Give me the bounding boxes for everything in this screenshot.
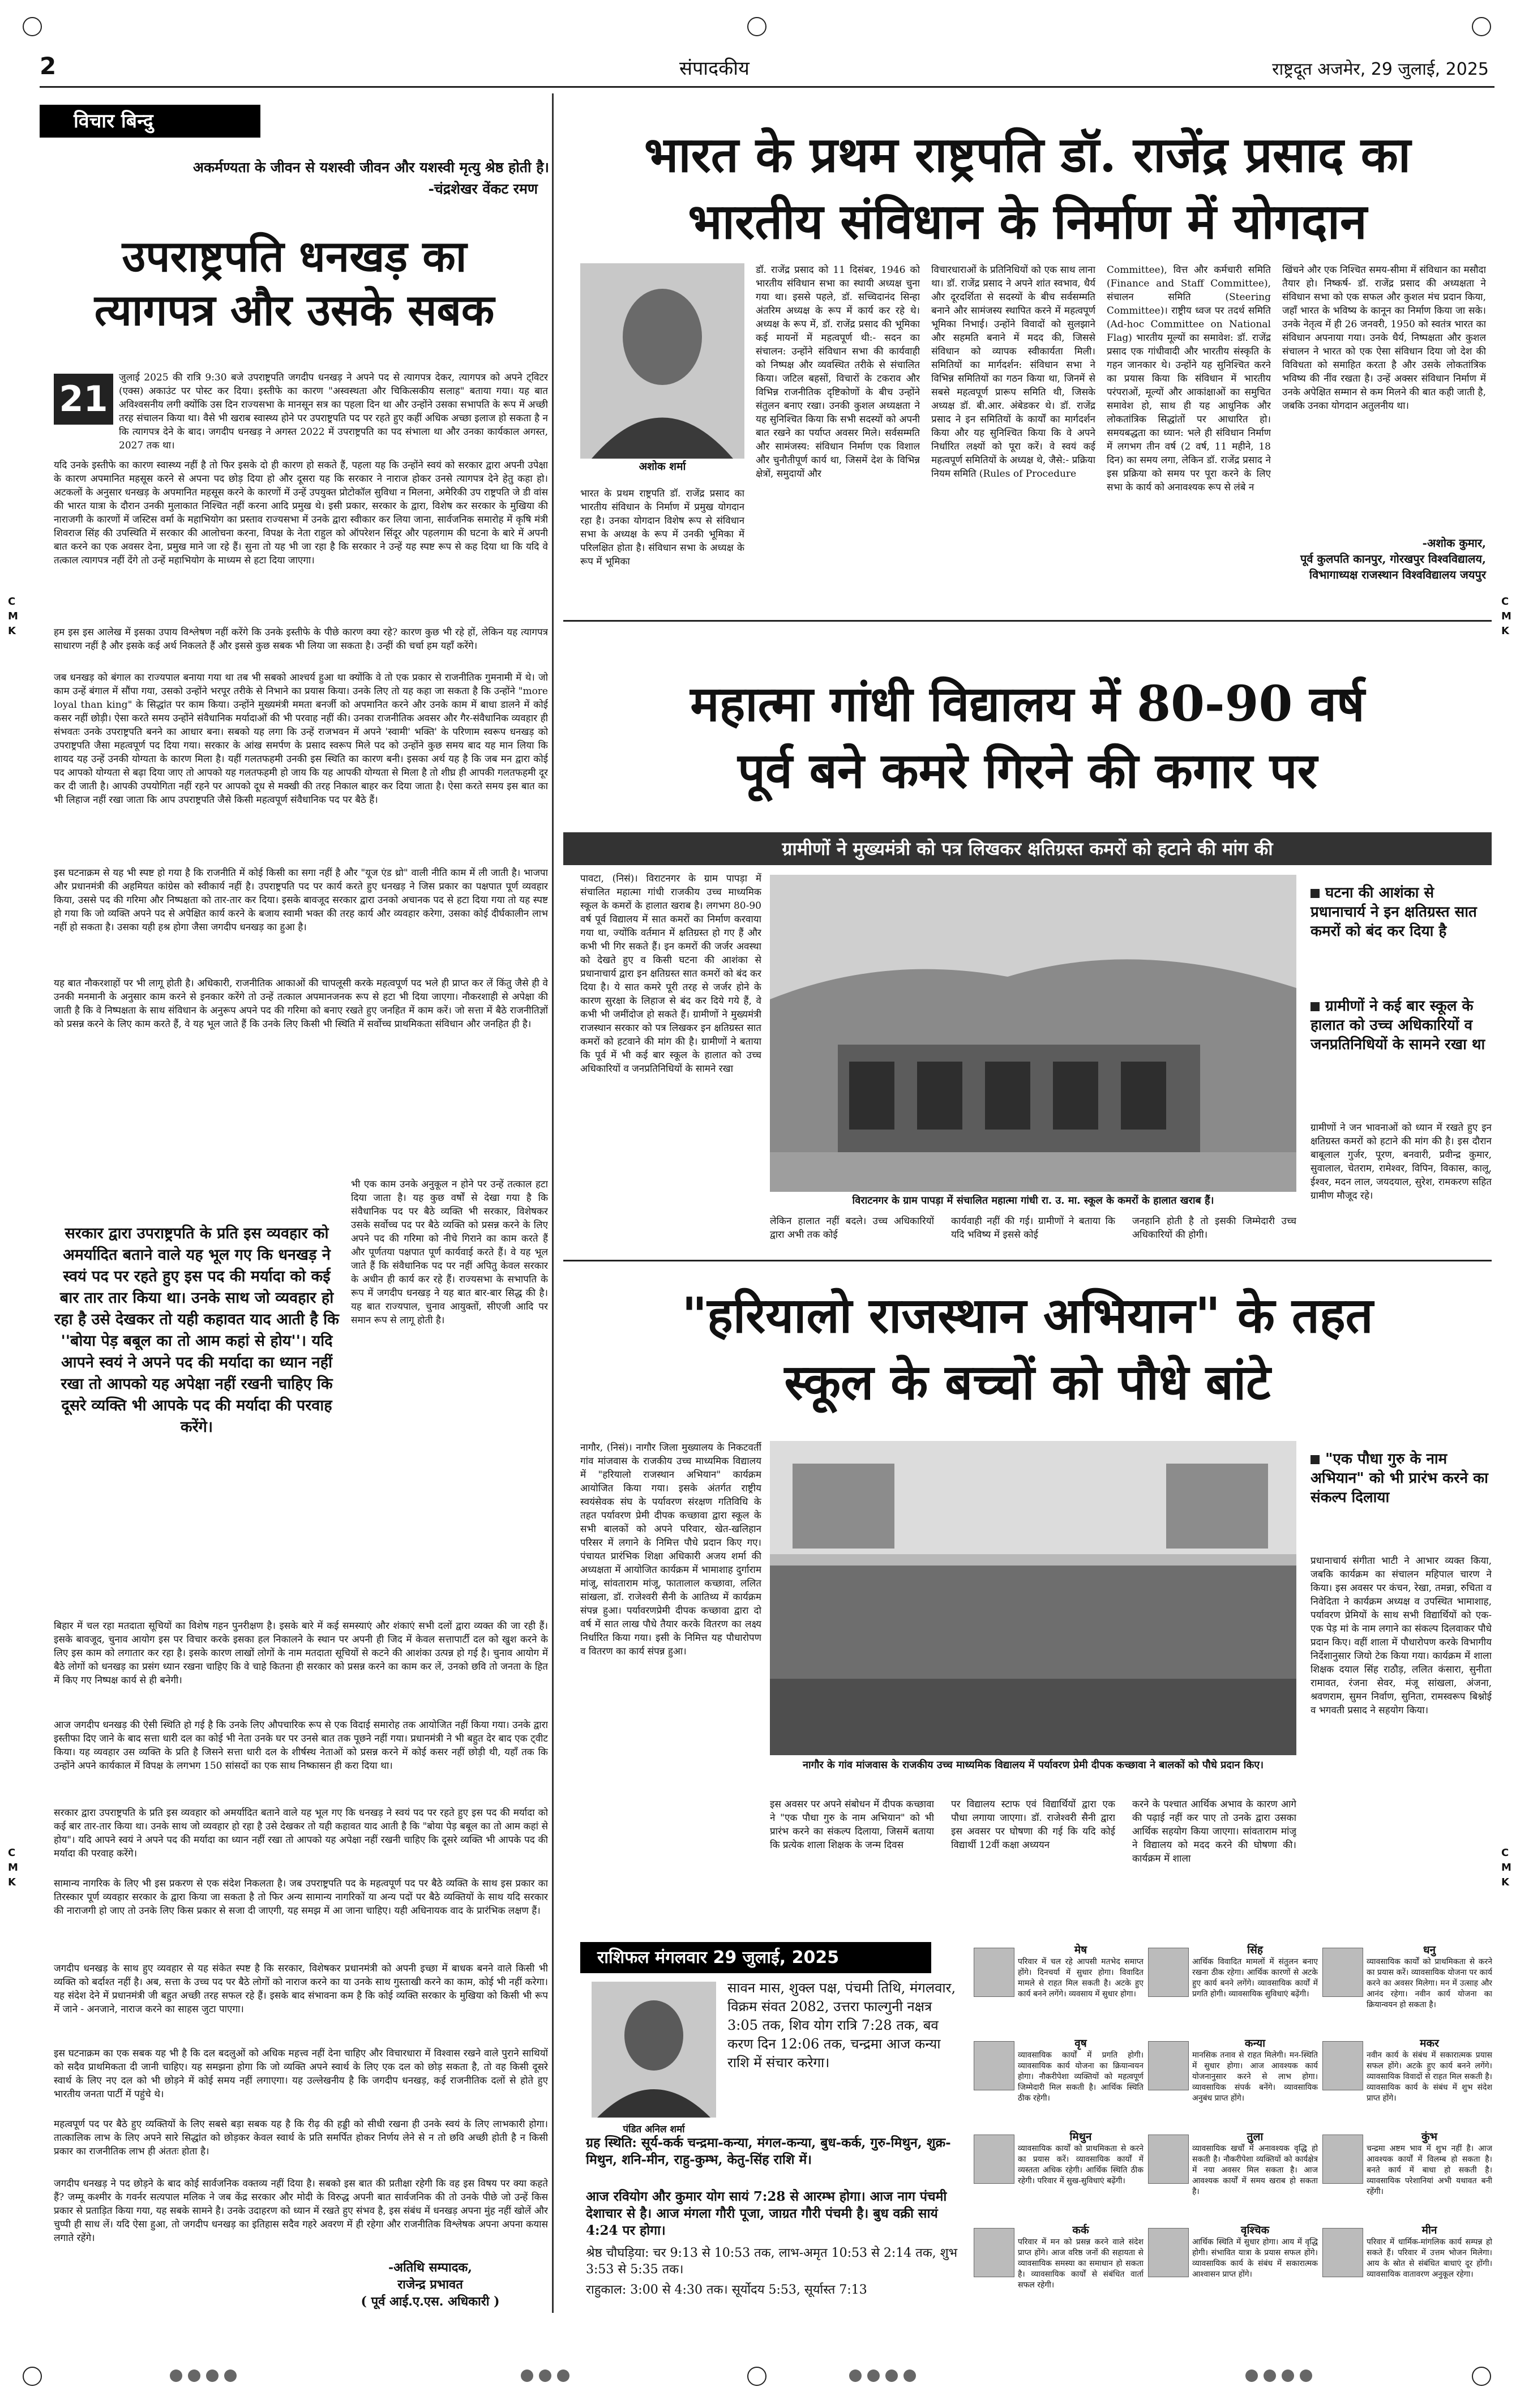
- students-photo: [770, 1441, 1296, 1755]
- article2-col1: पावटा, (निसं)। विराटनगर के ग्राम पापड़ा में संचालित महात्मा गांधी राजकीय उच्च माध्यमिक स्कूल के कमरों के हालात खराब है। लगभग 80-90 वर्ष पूर्व विद्यालय में सात कमरों का निर्माण करवाया गया था, ज्योंकि वर्तमान में क्षतिग्रस्त हो गए हैं और कभी भी गिर सकते हैं। इन कमरों की जर्जर अवस्था को देखते हुए व किसी घटना की आशंका से प्रधानाचार्य द्वारा इन क्षतिग्रस्त सात कमरों को बंद कर दिया है। ये सात कमरे पूरी तरह से जर्जर होने के कारण सुरक्षा के लिहाज से बंद कर दिये गये हैं, वे कभी भी जमींदोज हो सकते हैं। ग्रामीणों ने मुख्यमंत्री राजस्थान सरकार को पत्र लिखकर इन क्षतिग्रस्त सात कमरों को हटवाने की मांग की है। ग्रामीणों ने बताया कि पूर्व में भी कई बार स्कूल के हालात को उच्च अधिकारियों व जनप्रतिनिधियों के सामने रखा: [580, 873, 761, 1075]
- byline-org: राजेन्द्र प्रभावत: [397, 2277, 463, 2292]
- registration-mark-icon: [1472, 17, 1491, 36]
- zodiac-sign-icon: [1148, 2041, 1189, 2090]
- registration-mark-icon: [1472, 2367, 1491, 2386]
- bullet-text: "एक पौधा गुरु के नाम अभियान" को भी प्रारंभ करने का संकल्प दिलाया: [1311, 1451, 1488, 1506]
- section-name: संपादकीय: [679, 57, 750, 80]
- editorial-title-line1: उपराष्ट्रपति धनखड़ का: [122, 231, 467, 281]
- zodiac-sign-icon: [974, 2228, 1014, 2277]
- bullet-text: घटना की आशंका से प्रधानाचार्य ने इन क्षतिग्रस्त सात कमरों को बंद कर दिया है: [1311, 884, 1477, 940]
- graha-sthiti: ग्रह स्थिति: सूर्य-कर्क चन्द्रमा-कन्या, मंगल-कन्या, बुध-कर्क, गुरु-मिथुन, शुक्र-मिथुन, शनि-मीन, राहु-कुम्भ, केतु-सिंह राशि में।: [586, 2135, 951, 2167]
- editorial-para-8: बिहार में चल रहा मतदाता सूचियों का विशेष गहन पुनरीक्षण है। इसके बारे में कई समस्याएं और शंकाएं सभी दलों द्वारा व्यक्त की जा रही हैं। इसके बावजूद, चुनाव आयोग इस पर विचार करके इसका हल निकालने के स्थान पर अपनी ही जिद में केवल सत्तापार्टी दल को खुश करने के लिए इस काम को लगातार कर रहा है। इसके कारण लाखों लोगों के नाम मतदाता सूचियों से कटने की आशंका उत्पन्न हो गई है। चुनाव आयोग में बैठे लोगों को धनखड़ का प्रसंग ध्यान रखना चाहिए कि वे चाहे कितना ही सरकार को प्रसन्न करने का काम कर लें, उनको छवि तो जनता के हित में किए गए निष्पक्ष कार्य से ही बनेगी।: [54, 1620, 548, 1686]
- rashi-name: कुंभ: [1421, 2131, 1437, 2143]
- article3-under3: करने के पश्चात आर्थिक अभाव के कारण आगे की पढ़ाई नहीं कर पाए तो उनके द्वारा उसका आर्थिक सहयोग किया जाएगा। सांवताराम मांजू ने विद्यालय को मदद करने की घोषणा की। कार्यक्रम में शाला: [1132, 1799, 1296, 1864]
- dot-icon: [1245, 2369, 1258, 2382]
- rashi-cell: [1148, 1942, 1318, 2033]
- rule: [563, 620, 1492, 622]
- rashi-text: परिवार में मन को प्रसन्न करने वाले संदेश प्राप्त होंगे। आज वरिष्ठ जनों की सहायता से व्यावसायिक समस्या का समाधान हो सकता है। व्यावसायिक कार्यों से संबंधित वार्ता सफल रहेगी।: [1018, 2238, 1144, 2290]
- article2-title-line2: पूर्व बने कमरे गिरने की कगार पर: [738, 742, 1317, 799]
- article1-title-line1: भारत के प्रथम राष्ट्रपति डॉ. राजेंद्र प्रसाद का: [644, 126, 1411, 183]
- rashi-cell: [1322, 2222, 1492, 2313]
- article2-bullet2: [1311, 996, 1492, 1054]
- dot-icon: [1264, 2369, 1276, 2382]
- bullet-square-icon: [1311, 1002, 1320, 1011]
- cmk-text: C M K: [8, 596, 18, 637]
- rashi-name: वृष: [1074, 2037, 1087, 2050]
- bullet-text: ग्रामीणों ने कई बार स्कूल के हालात को उच्च अधिकारियों व जनप्रतिनिधियों के सामने रखा था: [1311, 998, 1485, 1053]
- zodiac-sign-icon: [1322, 2228, 1363, 2277]
- article2-under1: लेकिन हालात नहीं बदले। उच्च अधिकारियों द्वारा अभी तक कोई: [770, 1216, 934, 1241]
- article3-under2: पर विद्यालय स्टाफ एवं विद्यार्थियों द्वारा एक पौधा लगाया जाएगा। डॉ. राजेश्वरी सैनी द्वारा इस अवसर पर घोषणा की गई कि यदि कोई विद्यार्थी 12वीं कक्षा अध्ययन: [951, 1799, 1115, 1851]
- article3-title-line1: "हरियालो राजस्थान अभियान" के तहत: [682, 1287, 1373, 1344]
- editorial-para-2: यदि उनके इस्तीफे का कारण स्वास्थ्य नहीं है तो फिर इसके दो ही कारण हो सकते हैं, पहला यह कि उन्होंने स्वयं को सरकार द्वारा अपनी उपेक्षा के कारण अपमानित महसूस करने से अपना पद छोड़ दिया हो और दूसरा यह कि सरकार ने नाराज होकर उनसे त्यागपत्र देने हेतु कहा हो। अटकलों के अनुसार धनखड़ के अपमानित महसूस करने के कारणों में उन्हें उपयुक्त प्रोटोकॉल सुविधा न मिलना, अमेरिकी उप राष्ट्रपति जे डी वांस की भारत यात्रा के दौरान उनकी मुलाकात निश्चित नहीं करना आदि प्रमुख थे। इसी प्रकार, सरकार के द्वारा, विशेष कर सरकार के मुखिया की नाराजगी के कारणों में जस्टिस वर्मा के महाभियोग का प्रस्ताव राज्यसभा में उनके द्वारा स्वीकार कर लिया जाना, सार्वजनिक समारोह में कृषि मंत्री शिवराज सिंह की उपस्थिति में सरकार की आलोचना करना, विपक्ष के नेता राहुल को ऑपरेशन सिंदूर और पहलगाम की घटना के बारे में अपनी बात करने का एक अवसर देना, प्रमुख माने जा रहे हैं। सुना तो यह भी जा रहा है कि सरकार ने उन्हें यह स्पष्ट रूप से कह दिया था कि यदि वे तत्काल त्यागपत्र नहीं देंगे तो उन्हें महाभियोग के माध्यम से हटा दिया जाएगा।: [54, 460, 548, 566]
- rashifal-band: राशिफल मंगलवार 29 जुलाई, 2025: [580, 1942, 931, 1973]
- rule: [563, 1260, 1492, 1261]
- dot-icon: [885, 2369, 898, 2382]
- vichar-bindu-label: विचार बिन्दु: [40, 105, 260, 138]
- article3-col1: नागौर, (निसं)। नागौर जिला मुख्यालय के निकटवर्ती गांव मांजवास के राजकीय उच्च माध्यमिक विद्यालय में "हरियालो राजस्थान अभियान" कार्यक्रम आयोजित किया गया। इसके अंतर्गत राष्ट्रीय स्वयंसेवक संघ के पर्यावरण संरक्षण गतिविधि के तहत पर्यावरण प्रेमी दीपक कच्छावा द्वारा स्कूल के सभी बालकों को अपने परिवार, खेत-खलिहान परिसर में लगाने के निमित्त पौधे प्रदान किए गए। पंचायत प्रारंभिक शिक्षा अधिकारी अजय शर्मा की अध्यक्षता में आयोजित कार्यक्रम में भामाशाह दुर्गाराम मांजू, सांवताराम मांजू, फातालाल कच्छावा, ललित सांखला, डॉ. राजेश्वरी सैनी के आतिथ्य में कार्यक्रम संपन्न हुआ। पर्यावरणप्रेमी दीपक कच्छावा द्वारा दो वर्ष में सात लाख पौधे तैयार करके वितरण का लक्ष्य निर्धारित किया गया। इसी के निमित्त यह पौधारोपण व वितरण का कार्य संपन्न हुआ।: [580, 1442, 761, 1657]
- article1-title: [563, 122, 1492, 255]
- article2-bullet1: [1311, 883, 1492, 941]
- dot-icon: [188, 2369, 200, 2382]
- dot-icon: [521, 2369, 533, 2382]
- editorial-para-12: जगदीप धनखड़ के साथ हुए व्यवहार से यह संकेत स्पष्ट है कि सरकार, विशेषकर प्रधानमंत्री को अपनी इच्छा में बाधक बनने वाले किसी भी व्यक्ति को बर्दाश्त नहीं है। अब, सत्ता के उच्च पद पर बैठे लोगों को नाराज करने का या उनके साथ गुस्ताखी करने का काम, कोई भी नहीं करेगा। यह संदेश देने में प्रधानमंत्री जी बहुत अच्छी तरह सफल रहे हैं। इसके बाद संभावना कम है कि कोई व्यक्ति सरकार के मुखिया को किसी भी रूप में जाने - अनजाने, नाराज करने का साहस जुटा पाएगा।: [54, 1963, 548, 2015]
- rashi-name: धनु: [1423, 1944, 1436, 1956]
- registration-mark-icon: [23, 2367, 42, 2386]
- dot-icon: [224, 2369, 237, 2382]
- editorial-para-9: आज जगदीप धनखड़ की ऐसी स्थिति हो गई है कि उनके लिए औपचारिक रूप से एक विदाई समारोह तक आयोजित नहीं किया गया। उनके द्वारा इस्तीफा दिए जाने के बाद सत्ता धारी दल का कोई भी नेता उनके घर पर उनसे बात तक पूछने नहीं गया। प्रधानमंत्री ने भी बहुत देर बाद एक ट्वीट किया। यह व्यवहार उस व्यक्ति के प्रति है जिसने सत्ता धारी दल के शीर्षस्थ नेताओं को प्रसन्न करने में कोई कसर नहीं छोड़ी थी, यहाँ तक कि उन्होंने अपने कार्यकाल में विपक्ष के लगभग 150 सांसदों का एक साथ निष्कासन ही करा दिया था।: [54, 1720, 548, 1772]
- article3-title-line2: स्कूल के बच्चों को पौधे बांटे: [784, 1354, 1271, 1411]
- editorial-para-11: सामान्य नागरिक के लिए भी इस प्रकरण से एक संदेश निकलता है। जब उपराष्ट्रपति पद के महत्वपूर्ण पद पर बैठे व्यक्ति के साथ इस प्रकार का तिरस्कार पूर्ण व्यवहार सरकार के द्वारा किया जा सकता है तो फिर अन्य सामान्य नागरिकों या अन्य पदों पर बैठे व्यक्तियों के साथ यदि सरकार की नाराजगी हो जाए तो उनके लिए किस प्रकार से सजा दी जाएगी, यह समझ में आ जाना चाहिए। यही अधिनायक वाद के प्रारंभिक लक्षण हैं।: [54, 1878, 548, 1917]
- zodiac-sign-icon: [1322, 2041, 1363, 2090]
- editorial-para-4: जब धनखड़ को बंगाल का राज्यपाल बनाया गया था तब भी सबको आश्चर्य हुआ था क्योंकि वे तो एक प्रकार से राजनीतिक गुमनामी में थे। जो काम उन्हें बंगाल में सौंपा गया, उसको उन्होंने भरपूर तरीके से निभाने का प्रयास किया। उनके लिए तो यह कहा जा सकता है कि उन्होंने "more loyal than king" के सिद्धांत पर काम किया। उन्होंने मुख्यमंत्री ममता बनर्जी को अपमानित करने और उनके काम में बाधा डालने में कोई कसर नहीं छोड़ी। ऐसा करते समय उन्होंने संवैधानिक मर्यादाओं की भी परवाह नहीं की। उनका राजनीतिक अवसर और गैर-संवैधानिक व्यवहार ही संभवतः उनके उपराष्ट्रपति बनने का आधार बना। सबको यह लगा कि उन्हें राजभवन में अपने 'स्वामी' भक्ति' के परिणाम स्वरूप धनखड़ को उपराष्ट्रपति जैसा महत्वपूर्ण पद दिया गया। सरकार के आंख समर्पण के प्रसाद स्वरूप मिले पद को उन्होंने कुछ समय बाद यह मान लिया कि शायद यह उन्हें उनकी योग्यता के कारण मिला है। यहीं गलतफहमी उनकी इस स्थिति का कारण बनी। इसका अर्थ यह है कि जब मन द्वारा कोई पद आपको योग्यता से बढ़ा दिया जाए तो आपको यह गलतफहमी हो जाय कि यह आपकी योग्यता से मिला है तो शीघ्र ही आपकी गलतफहमी दूर कर दी जाती है। आपकी उपयोगिता नहीं रहने पर आपको दूध से मक्खी की तरह निकाल बाहर कर दिया जाता है। ऐसा करते समय इस बात का भी लिहाज नहीं रखा जाता कि आप उपराष्ट्रपति जैसे किसी महत्वपूर्ण संवैधानिक पद पर बैठे हैं।: [54, 672, 548, 806]
- article2-under3: जनहानि होती है तो इसकी जिम्मेदारी उच्च अधिकारियों की होगी।: [1132, 1216, 1296, 1241]
- dot-icon: [557, 2369, 569, 2382]
- rashi-text: परिवार में धार्मिक-मांगलिक कार्य सम्पन्न हो सकते हैं। परिवार में उत्तम भोजन मिलेगा। आय के स्रोत से संबंधित बाधाएं दूर होंगी। व्यावसायिक वातावरण अनुकूल रहेगा।: [1367, 2238, 1492, 2279]
- dot-icon: [1300, 2369, 1312, 2382]
- dot-icon: [539, 2369, 551, 2382]
- editorial-para-1: जुलाई 2025 की रात्रि 9:30 बजे उपराष्ट्रपति जगदीप धनखड़ ने अपने पद से त्यागपत्र देकर, त्यागपत्र को अपने ट्विटर (एक्स) अकाउंट पर पोस्ट कर दिया। इस्तीफे का कारण "अस्वस्थता और चिकित्सकीय सलाह" बताया गया। यह बात अविश्वसनीय लगी क्योंकि उस दिन राज्यसभा के मानसून सत्र का पहला दिन था और उन्होंने उसका सभापति के रूप में अच्छी तरह संचालन किया था। वैसे भी खराब स्वास्थ्य होने पर उपराष्ट्रपति पद पर रहते हुए कहीं अधिक अच्छा इलाज हो सकता है न कि त्यागपत्र देने के बाद। जगदीप धनखड़ ने अगस्त 2022 में उपराष्ट्रपति का पद संभाला था और उनका कार्यकाल अगस्त, 2027 तक था।: [119, 372, 548, 451]
- rashi-text: व्यावसायिक कार्यों को प्राथमिकता से करने का प्रयास करें। व्यावसायिक योजना पर कार्य करने का अवसर मिलेगा। मन में उत्साह और आनंद रहेगा। नवीन कार्य योजना का क्रियान्वयन हो सकता है।: [1367, 1957, 1492, 2009]
- color-dots: [1245, 2369, 1318, 2384]
- cmk-text: C M K: [1501, 1847, 1511, 1888]
- article2-photo-caption: विराटनगर के ग्राम पापड़ा में संचालित महात्मा गांधी रा. उ. मा. स्कूल के कमरों के हालात खराब हैं।: [852, 1195, 1214, 1207]
- byline-role: ( पूर्व आई.ए.एस. अधिकारी ): [361, 2294, 500, 2309]
- school-building-photo: [770, 875, 1296, 1192]
- rashi-name: कर्क: [1072, 2224, 1089, 2236]
- rashi-name: तुला: [1247, 2131, 1264, 2143]
- registration-mark-icon: [747, 17, 766, 36]
- article1-col3: विचारधाराओं के प्रतिनिधियों को एक साथ लाना था। डॉ. राजेंद्र प्रसाद ने अपने शांत स्वभाव, धैर्य और दूरदर्शिता से सदस्यों के बीच सर्वसम्मति बनाने और सामंजस्य स्थापित करने में महत्वपूर्ण भूमिका निभाई। उन्होंने विवादों को सुलझाने और सहमति बनाने में मदद की, जिससे संविधान को व्यापक स्वीकार्यता मिली। समितियों का मार्गदर्शन: संविधान सभा ने विभिन्न समितियों का गठन किया था, जिनमें से सबसे महत्वपूर्ण प्रारूप समिति थी, जिसके अध्यक्ष डॉ. बी.आर. अंबेडकर थे। डॉ. राजेंद्र प्रसाद ने इन समितियों के कार्यों का मार्गदर्शन किया और यह सुनिश्चित किया कि वे अपने निर्धारित लक्ष्यों को पूरा करें। वे स्वयं कई महत्वपूर्ण समितियों के अध्यक्ष थे, जैसे:- प्रक्रिया नियम समिति (Rules of Procedure: [931, 264, 1095, 480]
- rashi-text: परिवार में चल रहे आपसी मतभेद समाप्त होंगे। दिनचर्या में सुधार होगा। विवादित मामले से राहत मिल सकती है। अटके हुए कार्य बनने लगेंगे। व्यवसाय में सुधार होगा।: [1018, 1957, 1144, 1999]
- article1-col1: भारत के प्रथम राष्ट्रपति डॉ. राजेंद्र प्रसाद का भारतीय संविधान के निर्माण में प्रमुख योगदान रहा है। उनका योगदान विशेष रूप से संविधान सभा के अध्यक्ष के रूप में उनकी भूमिका में परिलक्षित होता है। संविधान सभा के अध्यक्ष के रूप में भूमिका: [580, 488, 744, 567]
- rashi-cell: [1322, 2129, 1492, 2219]
- article2-under2: कार्यवाही नहीं की गई। ग्रामीणों ने बताया कि यदि भविष्य में इससे कोई: [951, 1216, 1115, 1241]
- article1-col5: खिंचने और एक निश्चित समय-सीमा में संविधान का मसौदा तैयार हो। निष्कर्ष- डॉ. राजेंद्र प्रसाद की अध्यक्षता ने संविधान सभा को एक सफल और कुशल मंच प्रदान किया, जहाँ भारत के भविष्य के कानून का निर्माण किया जा सके। उनके नेतृत्व में ही 26 जनवरी, 1950 को स्वतंत्र भारत का संविधान अपनाया गया। उनके धैर्य, निष्पक्षता और कुशल संचालन ने भारत को एक ऐसा संविधान दिया जो देश की विविधता को समाहित करता है और उसके लोकतांत्रिक भविष्य की नींव रखता है। उन्हें अक्सर संविधान निर्माण में उनके अपेक्षित सम्मान से कम मिलने की बात कही जाती है, जबकि उनका योगदान अतुलनीय था।: [1282, 264, 1486, 412]
- cmk-left-top: [8, 594, 18, 639]
- rashi-grid: [974, 1942, 1494, 2316]
- editorial-title: [40, 229, 549, 337]
- author-photo-art: [580, 263, 744, 459]
- editorial-para-13: इस घटनाक्रम का एक सबक यह भी है कि दल बदलुओं को अधिक महत्त्व नहीं देना चाहिए और विचारधारा में विश्वास रखने वाले पुराने साथियों को सदैव प्राथमिकता दी जानी चाहिए। यह समझना होगा कि जो व्यक्ति अपने स्वार्थ के लिए एक दल को छोड़ सकता है, तो वह किसी दूसरे स्वार्थ के लिए नए दल को भी छोड़ने में कोई समय नहीं लगाएगा। यह उल्लेखनीय है कि जगदीप धनखड़, कई राजनीतिक दलों से होते हुए भारतीय जनता पार्टी में पहुंचे थे।: [54, 2048, 548, 2100]
- zodiac-sign-icon: [1148, 1948, 1189, 1997]
- rashi-text: आर्थिक स्थिति में सुधार होगा। आय में वृद्धि होगी। संभावित यात्रा के प्रयास सफल होंगे। व्यावसायिक कार्य के संबंध में सकारात्मक आश्वासन प्राप्त होंगे।: [1192, 2238, 1318, 2279]
- article2-band: ग्रामीणों ने मुख्यमंत्री को पत्र लिखकर क्षतिग्रस्त कमरों को हटाने की मांग की: [563, 832, 1492, 865]
- rashi-name: कन्या: [1244, 2037, 1266, 2050]
- rashi-text: व्यावसायिक कार्यों को प्राथमिकता से करने का प्रयास करें। व्यावसायिक कार्यों में व्यस्तता अधिक रहेगी। आर्थिक स्थिति ठीक रहेगी। परिवार में सुख-सुविधाएं बढ़ेंगी।: [1018, 2144, 1144, 2185]
- school-building-art: [770, 875, 1296, 1192]
- rashi-cell: [974, 1942, 1144, 2033]
- rashi-cell: [974, 2222, 1144, 2313]
- bullet-square-icon: [1311, 889, 1320, 898]
- dot-icon: [170, 2369, 182, 2382]
- rashi-name: मीन: [1421, 2224, 1437, 2236]
- rashi-cell: [974, 2129, 1144, 2219]
- color-dots: [849, 2369, 922, 2384]
- editorial-title-line2: त्यागपत्र और उसके सबक: [94, 285, 495, 335]
- cmk-text: C M K: [8, 1847, 18, 1888]
- rashi-name: सिंह: [1247, 1944, 1263, 1956]
- registration-mark-icon: [23, 17, 42, 36]
- page-number: 2: [40, 52, 57, 80]
- vichar-author: -चंद्रशेखर वेंकट रमण: [428, 181, 538, 197]
- color-dots: [170, 2369, 242, 2384]
- dot-icon: [903, 2369, 916, 2382]
- zodiac-sign-icon: [1148, 2228, 1189, 2277]
- column-divider: [552, 93, 554, 2313]
- zodiac-sign-icon: [1322, 2135, 1363, 2184]
- article1-title-line2: भारतीय संविधान के निर्माण में योगदान: [688, 193, 1367, 250]
- yoga-info: आज रवियोग और कुमार योग सायं 7:28 से आरम्भ होगा। आज नाग पंचमी देशाचार से है। आज मंगला गौरी पूजा, जाग्रत गौरी पंचमी है। बुध वक्री सायं 4:24 पर होगा।: [586, 2189, 947, 2238]
- cmk-text: C M K: [1501, 596, 1511, 637]
- article3-right: प्रधानाचार्य संगीता भाटी ने आभार व्यक्त किया, जबकि कार्यक्रम का संचालन महिपाल चारण ने किया। इस अवसर पर कंचन, रेखा, तमन्ना, रुचिता व निवेदिता ने कार्यक्रम अध्यक्ष व उपस्थित भामाशाह, पर्यावरण प्रेमियों के साथ सभी विद्यार्थियों को एक-एक पेड़ मां के नाम लगाने का संकल्प दिलवाकर पौधे प्रदान किए। वहीं शाला में पौधारोपण करके विभागीय निर्देशानुसार जियो टेक किया गया। कार्यक्रम में शाला शिक्षक दयाल सिंह राठौड़, ललित कंसारा, सुनीता रामावत, रंजना सेवर, मंजू सांखला, अंजना, श्रवणराम, सुमन निर्वाण, सुनिता, रामस्वरूप बिश्नोई व भगवती प्रसाद ने सहयोग किया।: [1311, 1555, 1492, 1716]
- pandit-photo: [592, 1982, 716, 2118]
- dot-icon: [1282, 2369, 1294, 2382]
- dot-icon: [206, 2369, 219, 2382]
- pandit-name: पंडित अनिल शर्मा: [623, 2124, 685, 2135]
- editorial-para-14: महत्वपूर्ण पद पर बैठे हुए व्यक्तियों के लिए सबसे बड़ा सबक यह है कि रीढ़ की हड्डी को सीधी रखना ही उनके स्वयं के लिए लाभकारी होगा। तात्कालिक लाभ के लिए अपने सारे सिद्धांत को छोड़कर केवल स्वार्थ के प्रति समर्पित होकर निर्णय लेने से न तो छवि अच्छी होती है न किसी प्रकार का राजनीतिक लाभ ही अंततः होता है।: [54, 2119, 548, 2157]
- rashi-cell: [1148, 2035, 1318, 2126]
- rashi-name: मेष: [1074, 1944, 1087, 1956]
- byline-name: -अतिथि सम्पादक,: [388, 2260, 472, 2275]
- color-dots: [521, 2369, 575, 2384]
- dot-icon: [849, 2369, 862, 2382]
- article3-title: [563, 1282, 1492, 1416]
- article3-under1: इस अवसर पर अपने संबोधन में दीपक कच्छावा ने "एक पौधा गुरु के नाम अभियान" को भी प्रारंभ करने का संकल्प दिलाया, जिसमें बताया कि प्रत्येक शाला शिक्षक के जन्म दिवस: [770, 1799, 934, 1851]
- rashi-cell: [1148, 2222, 1318, 2313]
- dateline: राष्ट्रदूत अजमेर, 29 जुलाई, 2025: [1272, 59, 1489, 79]
- cmk-right-top: [1501, 594, 1511, 639]
- editorial-para-15: जगदीप धनखड़ ने पद छोड़ने के बाद कोई सार्वजनिक वक्तव्य नहीं दिया है। सबको इस बात की प्रतीक्षा रहेगी कि वह इस विषय पर क्या कहते हैं? जम्मू कश्मीर के गवर्नर सत्यपाल मलिक ने जब केंद्र सरकार और मोदी के विरुद्ध अपनी बात सार्वजनिक की तो उनके पीछे जो उन्हें किस प्रकार से प्रताड़ित किया गया, यह सबके सामने है। उनके उदाहरण को ध्यान में रखते हुए संभव है, इस संबंध में धनखड़ अपना मुंह नहीं खोलें और चुप्पी ही साध लें। यदि ऐसा हुआ, तो जगदीप धनखड़ का इतिहास सदैव गहरे अवरण में ही रहेगा और राजनीतिक विश्लेषक अपना अपना कयास लगाते रहेंगे।: [54, 2178, 548, 2244]
- article3-photo-caption: नागौर के गांव मांजवास के राजकीय उच्च माध्यमिक विद्यालय में पर्यावरण प्रेमी दीपक कच्छावा ने बालकों को पौधे प्रदान किए।: [802, 1759, 1264, 1771]
- rashi-name: वृश्चिक: [1240, 2224, 1270, 2236]
- rashi-name: मकर: [1420, 2037, 1439, 2050]
- rashi-cell: [1322, 2035, 1492, 2126]
- article1-col2: डॉ. राजेंद्र प्रसाद को 11 दिसंबर, 1946 को भारतीय संविधान सभा का स्थायी अध्यक्ष चुना गया था। इससे पहले, डॉ. सच्चिदानंद सिन्हा अंतरिम अध्यक्ष के रूप में कार्य कर रहे थे। अध्यक्ष के रूप में, डॉ. राजेंद्र प्रसाद की भूमिका कई मायनों में महत्वपूर्ण थी:- सदन का संचालन: उन्होंने संविधान सभा की कार्यवाही को निष्पक्ष और व्यवस्थित तरीके से संचालित किया। जटिल बहसों, विचारों के टकराव और विभिन्न राजनीतिक दृष्टिकोणों के बीच उन्होंने संतुलन बनाए रखा। उनकी कुशल अध्यक्षता ने यह सुनिश्चित किया कि सभी सदस्यों को अपनी बात रखने का पर्याप्त अवसर मिले। सर्वसम्मति और सामंजस्य: संविधान निर्माण एक विशाल और चुनौतीपूर्ण कार्य था, जिसमें देश के विभिन्न क्षेत्रों, समुदायों और: [756, 264, 920, 480]
- zodiac-sign-icon: [1322, 1948, 1363, 1997]
- choghadiya: श्रेष्ठ चौघड़िया: चर 9:13 से 10:53 तक, लाभ-अमृत 10:53 से 2:14 तक, शुभ 3:53 से 5:35 तक।: [586, 2246, 958, 2277]
- article2-title: [563, 671, 1492, 805]
- author-photo: [580, 263, 744, 459]
- registration-mark-icon: [747, 2367, 766, 2386]
- editorial-para-7: भी एक काम उनके अनुकूल न होने पर उन्हें तत्काल हटा दिया जाता है। यह कुछ वर्षों से देखा गया है कि संवैधानिक पद पर बैठे व्यक्ति भी सरकार, विशेषकर उसके सर्वोच्च पद पर बैठे व्यक्ति को प्रसन्न करने के लिए अपने पद की गरिमा को नीचे गिराने का काम करते हैं और पूर्णतया पक्षपात पूर्ण कार्यवाई करते हैं। वे यह भूल जाते हैं कि संवैधानिक पद पर नहीं अपितु केवल सरकार के अधीन ही कार्य कर रहे हैं। राज्यसभा के सभापति के रूप में जगदीप धनखड़ ने यह बात बार-बार सिद्ध की है। यह बात राज्यपाल, चुनाव आयुक्तों, सीएजी आदि पर समान रूप से लागू होती है।: [351, 1179, 548, 1326]
- rashi-text: मानसिक तनाव से राहत मिलेगी। मन-स्थिति में सुधार होगा। आज आवश्यक कार्य योजनानुसार करने से लाभ होगा। व्यावसायिक संपर्क बनेंगे। व्यावसायिक अनुबंध प्राप्त होंगे।: [1192, 2051, 1318, 2103]
- article1-byline2: पूर्व कुलपति कानपुर, गोरखपुर विश्वविद्यालय, विभागाध्यक्ष राजस्थान विश्वविद्यालय जयपुर: [1300, 552, 1486, 581]
- rashi-cell: [974, 2035, 1144, 2126]
- vichar-quote: अकर्मण्यता के जीवन से यशस्वी जीवन और यशस्वी मृत्यु श्रेष्ठ होती है।: [192, 159, 549, 176]
- rashi-text: व्यावसायिक कार्यों में प्रगति होगी। व्यावसायिक कार्य योजना का क्रियान्वयन होगा। नौकरीपेशा व्यक्तियों को महत्वपूर्ण जिम्मेदारी मिल सकती है। आर्थिक स्थिति ठीक रहेगी।: [1018, 2051, 1144, 2103]
- article1-col4: Committee), वित्त और कर्मचारी समिति (Finance and Staff Committee), संचालन समिति (Steering Committee)। राष्ट्रीय ध्वज पर तदर्थ समिति (Ad-hoc Committee on National Flag) भारतीय मूल्यों का समावेश: डॉ. राजेंद्र प्रसाद एक गांधीवादी और भारतीय संस्कृति के गहन जानकार थे। उन्होंने यह सुनिश्चित करने का प्रयास किया कि संविधान में भारतीय परंपराओं, मूल्यों और आकांक्षाओं का समुचित समावेश हो, साथ ही यह आधुनिक और लोकतांत्रिक सिद्धांतों पर आधारित हो। समयबद्धता का ध्यान: भले ही संविधान निर्माण में लगभग तीन वर्ष (2 वर्ष, 11 महीने, 18 दिन) का समय लगा, लेकिन डॉ. राजेंद्र प्रसाद ने इस प्रक्रिया को समय पर पूरा करने के लिए सभा के कार्य को अनावश्यक रूप से लंबे न: [1107, 264, 1271, 493]
- pull-quote: सरकार द्वारा उपराष्ट्रपति के प्रति इस व्यवहार को अमर्यादित बताने वाले यह भूल गए कि धनखड़ ने स्वयं पद पर रहते हुए इस पद की मर्यादा को कई बार तार तार किया था। उनके साथ जो व्यवहार हो रहा है उसे देखकर तो यही कहावत याद आती है कि ''बोया पेड़ बबूल का तो आम कहां से होय''। यदि आपने स्वयं ने अपने पद की मर्यादा का ध्यान नहीं रखा तो आपको यह अपेक्षा नहीं रखनी चाहिए कि दूसरे व्यक्ति भी आपके पद की मर्यादा की परवाह करेंगे।: [54, 1225, 339, 1436]
- article3-bullet: [1311, 1449, 1492, 1507]
- rashi-name: मिथुन: [1069, 2131, 1092, 2143]
- zodiac-sign-icon: [974, 2041, 1014, 2090]
- article1-byline: [1282, 535, 1486, 583]
- zodiac-sign-icon: [1148, 2135, 1189, 2184]
- editorial-para-6: यह बात नौकरशाहों पर भी लागू होती है। अधिकारी, राजनीतिक आकाओं की चापलूसी करके महत्वपूर्ण पद भले ही प्राप्त कर लें किंतु जैसे ही वे उनकी मनमानी के अनुसार काम करने से इनकार करेंगे तो उन्हें तत्काल अपमानजनक रूप से हटा भी दिया जाएगा। नौकरशाही से अपेक्षा की जाती है कि वे निष्पक्षता के साथ संविधान के अनुरूप अपने पद की गरिमा को बनाए रखते हुए जनहित में काम करें। जो सत्ता में बैठे राजनीतिज्ञों को प्रसन्न करने के लिए काम करते हैं, वे यह भूल जाते हैं कि उनके लिए किसी भी स्थिति में सर्वोच्च प्राथमिकता संविधान और जनहित ही है।: [54, 978, 548, 1030]
- students-art: [770, 1441, 1296, 1755]
- article1-byline1: -अशोक कुमार,: [1422, 536, 1486, 550]
- rashi-text: नवीन कार्य के संबंध में सकारात्मक प्रयास सफल होंगे। अटके हुए कार्य बनने लगेंगे। व्यावसायिक विवादों से राहत मिल सकती है। व्यावसायिक कार्य के संबंध में शुभ संदेश प्राप्त होंगे।: [1367, 2051, 1492, 2103]
- editorial-para-3: हम इस इस आलेख में इसका उपाय विश्लेषण नहीं करेंगे कि उनके इस्तीफे के पीछे कारण क्या रहे? कारण कुछ भी रहे हों, लेकिन यह त्यागपत्र साधारण नहीं है और इसके कई अर्थ निकलते हैं और इससे कुछ सबक भी लिया जा सकता है। उन्हीं की चर्चा हम यहाँ करेंगे।: [54, 627, 548, 652]
- author-caption: अशोक शर्मा: [639, 460, 686, 473]
- editorial-para-10: सरकार द्वारा उपराष्ट्रपति के प्रति इस व्यवहार को अमर्यादित बताने वाले यह भूल गए कि धनखड़ ने स्वयं पद पर रहते हुए इस पद की मर्यादा को कई बार तार-तार किया था। उनके साथ जो व्यवहार हो रहा है उसे देखकर तो यही कहावत याद आती है कि "बोया पेड़ बबूल का तो आम कहां से होय"। यदि आपने स्वयं ने अपने पद की मर्यादा का ध्यान नहीं रखा तो आपको यह अपेक्षा नहीं रखनी चाहिए कि दूसरे व्यक्ति भी आपके पद की मर्यादा की परवाह करेंगे।: [54, 1807, 548, 1859]
- panchang: सावन मास, शुक्ल पक्ष, पंचमी तिथि, मंगलवार, विक्रम संवत 2082, उत्तरा फाल्गुनी नक्षत्र 3:05 तक, शिव योग रात्रि 7:28 तक, बव करण दिन 12:06 तक, चन्द्रमा आज कन्या राशि में संचार करेगा।: [727, 1980, 956, 2071]
- dot-icon: [867, 2369, 880, 2382]
- editorial-byline: [317, 2259, 543, 2310]
- article2-title-line1: महात्मा गांधी विद्यालय में 80-90 वर्ष: [690, 675, 1365, 733]
- rashi-cell: [1148, 2129, 1318, 2219]
- zodiac-sign-icon: [974, 1948, 1014, 1997]
- rashi-cell: [1322, 1942, 1492, 2033]
- article2-right: ग्रामीणों ने जन भावनाओं को ध्यान में रखते हुए इन क्षतिग्रस्त कमरों को हटाने की मांग की है। इस दौरान बाबूलाल गुर्जर, पूरण, बनवारी, प्रवीन्द्र कुमार, सुवालाल, चेतराम, रामेश्वर, विपिन, विकास, कालू, ईश्वर, मदन लाल, जयदयाल, सुरेश, रामकरण सहित ग्रामीण मौजूद रहे।: [1311, 1122, 1492, 1201]
- dropcap: 21: [54, 374, 113, 425]
- rashi-text: चन्द्रमा अष्टम भाव में शुभ नहीं है। आज आवश्यक कार्यों में विलम्ब हो सकता है। बनते कार्य में बाधा हो सकती है। व्यावसायिक परेशानियां अभी यथावत बनी रहेंगी।: [1367, 2144, 1492, 2196]
- cmk-right-bottom: [1501, 1846, 1511, 1890]
- pandit-photo-art: [592, 1982, 716, 2118]
- bullet-square-icon: [1311, 1455, 1320, 1464]
- rashi-text: आर्थिक विवादित मामलों में संतुलन बनाए रखना ठीक रहेगा। आर्थिक कारणों से अटके हुए कार्य बनने लगेंगे। व्यावसायिक कार्यों में प्रगति होगी। व्यावसायिक सुविधाएं बढ़ेंगी।: [1192, 1957, 1318, 1999]
- rashi-text: व्यावसायिक खर्चों में अनावश्यक वृद्धि हो सकती है। नौकरीपेशा व्यक्तियों को कार्यक्षेत्र में नया अवसर मिल सकता है। आज आवश्यक कार्यों में समय खराब हो सकता है।: [1192, 2144, 1318, 2196]
- rahukaal: राहुकाल: 3:00 से 4:30 तक। सूर्योदय 5:53, सूर्यास्त 7:13: [586, 2283, 867, 2297]
- cmk-left-bottom: [8, 1846, 18, 1890]
- editorial-para-5: इस घटनाक्रम से यह भी स्पष्ट हो गया है कि राजनीति में कोई किसी का सगा नहीं है और "यूज एंड थ्रो" वाली नीति काम में ली जाती है। भाजपा और प्रधानमंत्री की अहमियत कांग्रेस को स्वीकार्य नहीं है। उपराष्ट्रपति पद पर कार्य करते हुए धनखड़ ने जिस प्रकार का पक्षपात पूर्ण व्यवहार किया, उससे पद की गरिमा और निष्पक्षता को तार-तार कर दिया। इसके बावजूद सरकार द्वारा उनको अचानक पद से हटा दिया गया तो यह स्पष्ट हो गया कि जो व्यक्ति अपने पद से अपेक्षित कार्य करने के बजाय स्वामी भक्त की तरह कार्य और व्यवहार करेगा, उसका कोई दीर्घकालीन लाभ नहीं हो सकता है। उसका यही हश्र होगा जैसा जगदीप धनखड़ का हुआ है।: [54, 867, 548, 933]
- zodiac-sign-icon: [974, 2135, 1014, 2184]
